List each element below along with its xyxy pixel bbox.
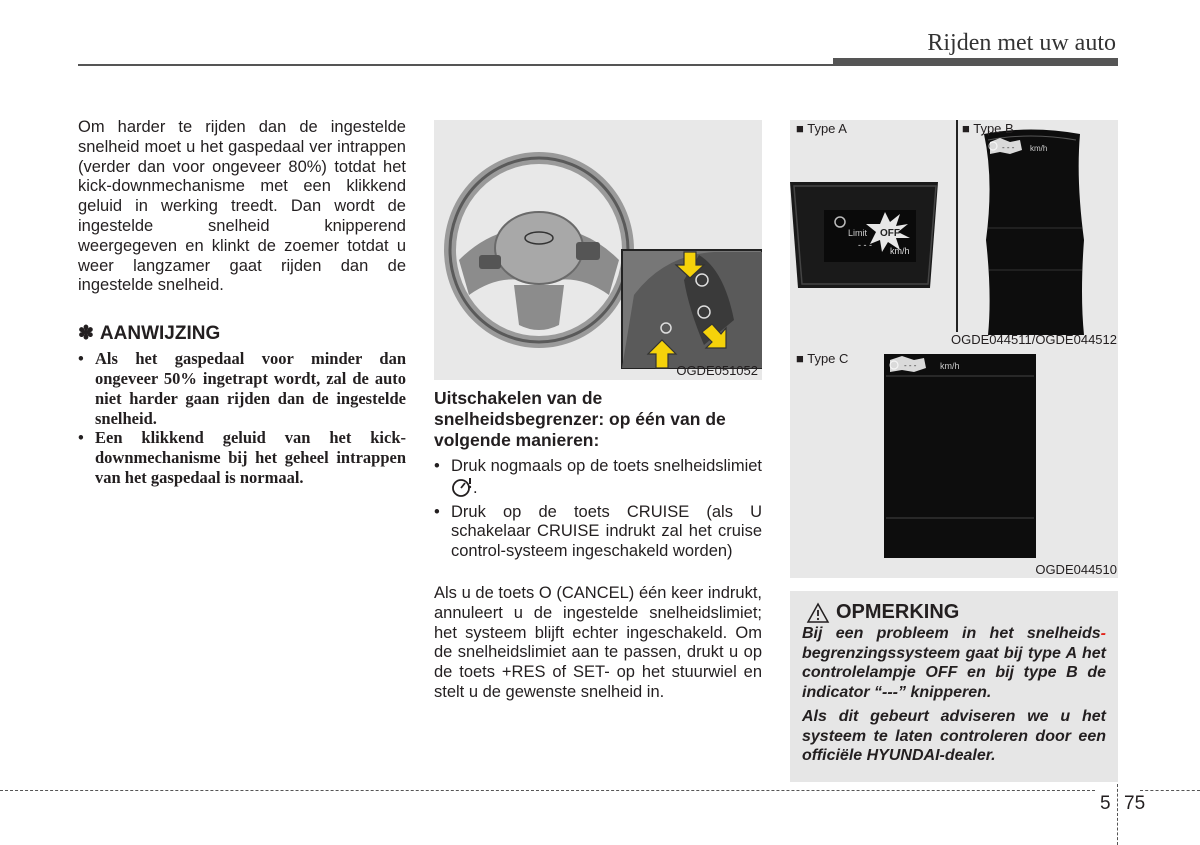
bullet-text: Druk nogmaals op de toets snelheidslimiet: [451, 457, 762, 475]
type-c-label: ■ Type C: [796, 351, 849, 366]
dashes-a: - - -: [858, 240, 872, 250]
type-b-label: ■ Type B: [962, 121, 1014, 136]
intro-paragraph: Om harder te rijden dan de ingestelde snelheid moet u het gaspedaal ver intrappen (verder dan voor ongeveer 80%) totdat het kick-downmechanisme met een klikkend geluid in werking treedt. Dan wordt de ingestelde snelheid knipperend weergegeven en klinkt de zoemer totdat u weer langzamer gaat rijden dan de ingestelde snelheid.: [78, 118, 406, 295]
warning-paragraph: Als dit gebeurt adviseren we u het systeem te laten controleren door een officiële HYUNDAI-dealer.: [802, 708, 1106, 764]
cluster-panel-c: [790, 350, 1118, 578]
note-item: • Als het gaspedaal voor minder dan ongeveer 50% ingetrapt wordt, zal de auto niet harder gaan rijden dan de ingestelde snelheid.: [78, 349, 406, 428]
cluster-illustrations-ab: [790, 120, 1118, 350]
warning-triangle-icon: [806, 602, 830, 624]
steering-wheel-illustration: [434, 120, 762, 380]
figure-code-ab: OGDE044511/OGDE044512: [951, 332, 1117, 347]
header-bar: [833, 58, 1118, 66]
bullet-end: .: [473, 478, 478, 497]
warning-heading: [806, 601, 1106, 624]
note-item: • Een klikkend geluid van het kick-downmechanisme bij het geheel intrappen van het gaspedaal is normaal.: [78, 428, 406, 487]
steering-wheel-figure: [434, 120, 762, 380]
warning-text-b: begrenzingssysteem gaat bij type A het controlelampje OFF en bij type B de indicator “---” knipperen.: [802, 644, 1106, 701]
note-heading: [78, 322, 406, 345]
running-header: Rijden met uw auto: [927, 30, 1116, 56]
note-list: [78, 349, 406, 488]
bullet-item: • Druk op de toets CRUISE (als U schakelaar CRUISE indrukt zal het cruise control-systeem ingeschakeld worden): [434, 503, 762, 562]
column-left: [78, 118, 406, 488]
kmh-c: km/h: [940, 361, 960, 371]
warning-paragraph: [802, 624, 1106, 702]
kmh-b: km/h: [1030, 144, 1048, 153]
header-rule: [78, 64, 833, 66]
type-a-label: ■ Type A: [796, 121, 847, 136]
column-middle: [434, 120, 762, 703]
cluster-illustration-c: [790, 350, 1118, 578]
warning-hyphen: -: [1100, 625, 1106, 642]
kmh-a: km/h: [890, 246, 910, 256]
chapter-number: 5: [1100, 793, 1111, 814]
note-star-icon: ✽: [78, 323, 94, 345]
warning-text-a: Bij een probleem in het snelheids: [802, 625, 1101, 642]
speed-limit-icon: [451, 477, 473, 497]
note-title: AANWIJZING: [99, 322, 221, 344]
off-label: OFF: [880, 228, 900, 239]
bullet-list: [434, 457, 762, 562]
section-heading: Uitschakelen van de snelheidsbegrenzer: op één van de volgende manieren:: [434, 388, 726, 450]
figure-code: OGDE051052: [676, 363, 758, 378]
panel-divider: [956, 120, 958, 332]
cancel-paragraph: Als u de toets O (CANCEL) één keer indrukt, annuleert u de ingestelde snelheidslimiet; het systeem blijft echter ingeschakeld. Om de snelheidslimiet aan te passen, drukt u op de toets +RES of SET- op het stuurwiel en stelt u de gewenste snelheid in.: [434, 583, 762, 701]
bullet-item: [434, 457, 762, 499]
footer-dashed-rule-right: [1140, 790, 1200, 791]
footer-vertical-divider: [1117, 784, 1118, 845]
cluster-panel-ab: [790, 120, 1118, 350]
limit-label: Limit: [848, 228, 868, 238]
figure-code-c: OGDE044510: [1035, 562, 1117, 577]
dashes-b: - - -: [1002, 143, 1015, 152]
warning-title: OPMERKING: [836, 601, 960, 623]
footer-dashed-rule: [0, 790, 1095, 791]
dashes-c: - - -: [904, 361, 917, 370]
page-number: 75: [1124, 793, 1146, 814]
warning-box: [790, 591, 1118, 782]
